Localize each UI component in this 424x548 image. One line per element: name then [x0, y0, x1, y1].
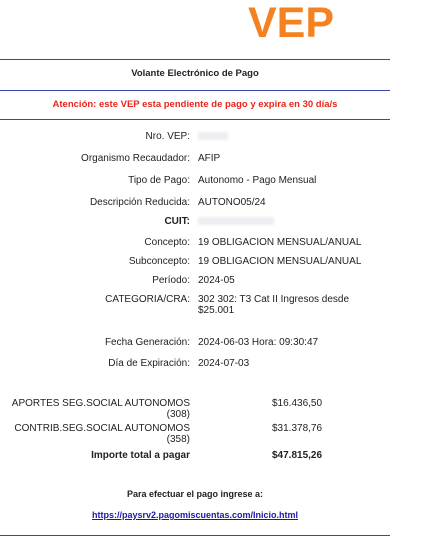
field-row-tipo-pago [0, 175, 424, 189]
item-amount: $16.436,50 [272, 398, 323, 409]
field-label: Concepto: [144, 237, 190, 248]
field-row-cuit [0, 216, 424, 230]
warning-divider [0, 119, 390, 120]
field-label: CATEGORIA/CRA: [105, 294, 190, 305]
field-row-organismo [0, 153, 424, 167]
field-row-descripcion [0, 197, 424, 211]
payment-link[interactable]: https://paysrv2.pagomiscuentas.com/Inicio.html [91, 510, 299, 520]
document-title: Volante Electrónico de Pago [131, 68, 259, 79]
field-row-fecha-generacion [0, 337, 424, 351]
field-row-nro-vep [0, 131, 424, 145]
bottom-divider [0, 535, 390, 536]
item-row [0, 398, 424, 422]
item-row [0, 423, 424, 447]
field-label: Descripción Reducida: [89, 197, 190, 208]
field-value: 302 302: T3 Cat II Ingresos desde $25.001 [198, 294, 350, 316]
field-value-redacted [198, 131, 378, 142]
field-label: Día de Expiración: [108, 358, 190, 369]
item-name: APORTES SEG.SOCIAL AUTONOMOS (308) [11, 398, 190, 420]
field-label: Tipo de Pago: [128, 175, 190, 186]
expiration-warning: Atención: este VEP esta pendiente de pago y expira en 30 día/s [52, 99, 338, 110]
field-row-categoria [0, 294, 424, 320]
title-divider [0, 90, 390, 91]
field-label: Fecha Generación: [104, 337, 190, 348]
field-row-subconcepto [0, 256, 424, 270]
field-row-periodo [0, 275, 424, 289]
field-label: CUIT: [164, 216, 190, 227]
vep-logo: VEP [248, 0, 335, 47]
field-value: AFIP [198, 153, 221, 164]
item-name: CONTRIB.SEG.SOCIAL AUTONOMOS (358) [14, 423, 190, 445]
total-amount: $47.815,26 [272, 450, 323, 461]
field-value: 19 OBLIGACION MENSUAL/ANUAL [198, 237, 362, 248]
field-value-redacted [198, 216, 378, 227]
field-row-concepto [0, 237, 424, 251]
field-value: AUTONO05/24 [198, 197, 266, 208]
field-label: Subconcepto: [128, 256, 190, 267]
item-amount: $31.378,76 [272, 423, 323, 434]
total-row [0, 450, 424, 464]
total-label: Importe total a pagar [91, 450, 190, 461]
field-label: Organismo Recaudador: [81, 153, 190, 164]
field-value: 19 OBLIGACION MENSUAL/ANUAL [198, 256, 362, 267]
field-value: 2024-07-03 [198, 358, 250, 369]
payment-instruction: Para efectuar el pago ingrese a: [126, 489, 264, 499]
field-label: Período: [152, 275, 190, 286]
field-value: 2024-06-03 Hora: 09:30:47 [198, 337, 319, 348]
field-row-expiracion [0, 358, 424, 372]
field-value: 2024-05 [198, 275, 235, 286]
field-value: Autonomo - Pago Mensual [198, 175, 317, 186]
top-divider [0, 59, 390, 60]
field-label: Nro. VEP: [145, 131, 190, 142]
